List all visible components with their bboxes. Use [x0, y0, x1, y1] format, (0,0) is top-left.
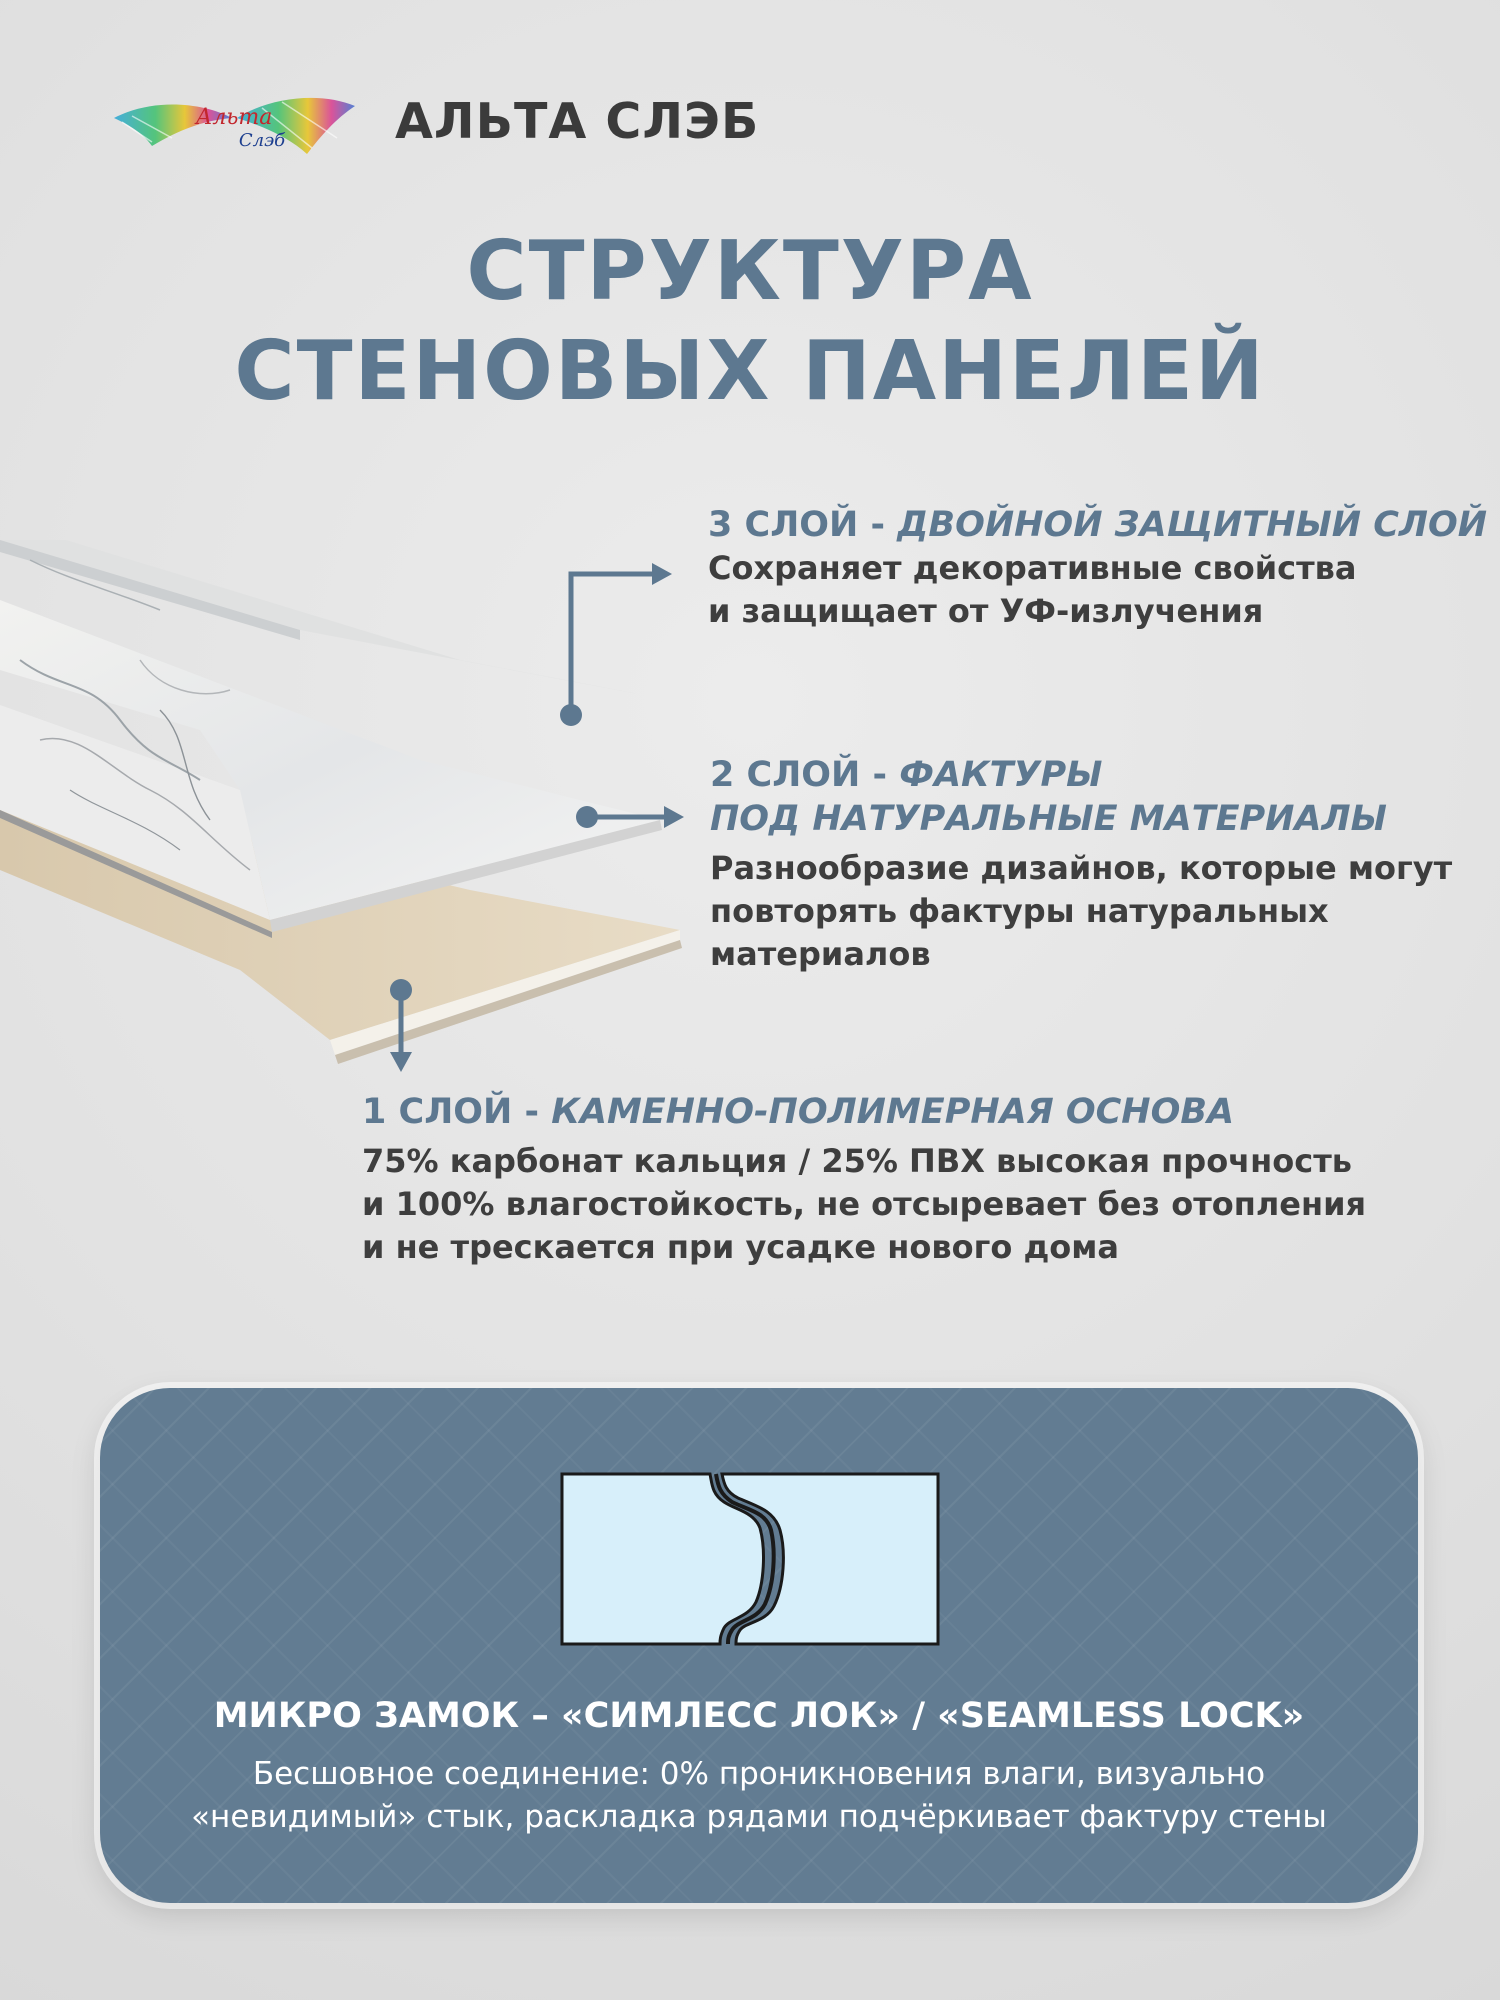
brand-name: АЛЬТА СЛЭБ	[395, 93, 760, 150]
layer3-block	[708, 503, 1487, 633]
layer2-title: 2 СЛОЙ - ФАКТУРЫ	[710, 755, 1103, 795]
lock-joint-diagram	[560, 1472, 940, 1646]
layer2-block	[710, 753, 1452, 976]
layer2-desc-line: Разнообразие дизайнов, которые могут	[710, 849, 1453, 887]
layer3-title: 3 СЛОЙ - ДВОЙНОЙ ЗАЩИТНЫЙ СЛОЙ	[708, 505, 1488, 545]
svg-text:Слэб: Слэб	[238, 130, 286, 151]
layer2-desc-line: материалов	[710, 935, 931, 973]
layer1-desc-line: и 100% влагостойкость, не отсыревает без отопления	[362, 1185, 1367, 1223]
page-title	[0, 222, 1500, 422]
layer2-desc-line: повторять фактуры натуральных	[710, 892, 1329, 930]
layer1-desc-line: и не трескается при усадке нового дома	[362, 1228, 1120, 1266]
brand-logo	[112, 88, 357, 156]
lock-title: МИКРО ЗАМОК – «СИМЛЕСС ЛОК» / «SEAMLESS LOCK»	[213, 1696, 1305, 1736]
layer2-title-line2: ПОД НАТУРАЛЬНЫЕ МАТЕРИАЛЫ	[710, 799, 1387, 839]
layer1-desc-line: 75% карбонат кальция / 25% ПВХ высокая прочность	[362, 1142, 1352, 1180]
layer3-desc-line: и защищает от УФ-излучения	[708, 592, 1264, 630]
layer1-block	[362, 1090, 1366, 1269]
lock-left-panel	[562, 1474, 763, 1644]
layer3-desc-line: Сохраняет декоративные свойства	[708, 549, 1357, 587]
lock-desc-line: «невидимый» стык, раскладка рядами подчёркивает фактуру стены	[191, 1799, 1327, 1835]
seamless-lock-card	[100, 1388, 1418, 1903]
layer1-title: 1 СЛОЙ - КАМЕННО-ПОЛИМЕРНАЯ ОСНОВА	[362, 1092, 1235, 1132]
panel-layers-illustration	[0, 540, 720, 1100]
lock-description	[100, 1753, 1418, 1839]
lock-desc-line: Бесшовное соединение: 0% проникновения влаги, визуально	[252, 1756, 1266, 1792]
logo-text: Альта	[195, 105, 273, 130]
page-title-line1: СТРУКТУРА	[466, 224, 1034, 319]
page-title-line2: СТЕНОВЫХ ПАНЕЛЕЙ	[234, 324, 1266, 419]
